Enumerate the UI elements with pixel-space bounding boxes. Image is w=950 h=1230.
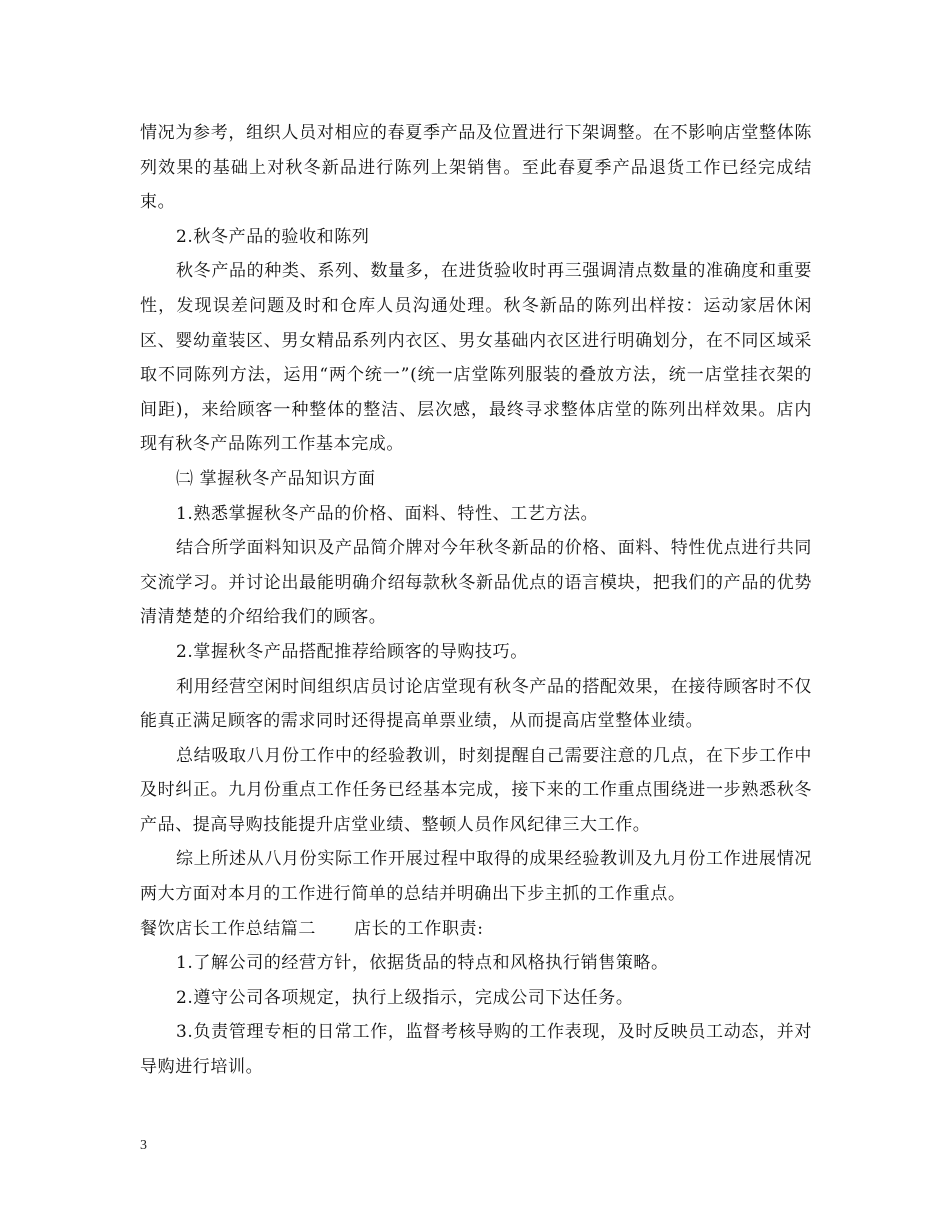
item-matching-skills: 2.掌握秋冬产品搭配推荐给顾客的导购技巧。 <box>176 641 528 662</box>
paragraph-learning: 结合所学面料知识及产品简介牌对今年秋冬新品的价格、面料、特性优点进行共同交流学习。并讨论出最能明确介绍每款秋冬新品优点的语言模块，把我们的产品的优势清清楚楚的介绍给我们的顾客。 <box>140 538 812 628</box>
page-number: 3 <box>140 1138 147 1153</box>
duty-item-1: 1.了解公司的经营方针，依据货品的特点和风格执行销售策略。 <box>176 953 669 974</box>
section-subheading: 店长的工作职责: <box>354 918 484 939</box>
document-body <box>140 116 812 1085</box>
paragraph-1: 情况为参考，组织人员对相应的春夏季产品及位置进行下架调整。在不影响店堂整体陈列效果的基础上对秋冬新品进行陈列上架销售。至此春夏季产品退货工作已经完成结束。 <box>140 123 812 213</box>
duty-item-3: 3.负责管理专柜的日常工作，监督考核导购的工作表现，及时反映员工动态，并对导购进行培训。 <box>140 1022 812 1078</box>
duty-item-2: 2.遵守公司各项规定，执行上级指示，完成公司下达任务。 <box>176 987 634 1008</box>
heading-product-knowledge: ㈡ 掌握秋冬产品知识方面 <box>176 468 376 489</box>
heading-autumn-winter-acceptance: 2.秋冬产品的验收和陈列 <box>176 226 370 247</box>
paragraph-conclusion: 综上所述从八月份实际工作开展过程中取得的成果经验教训及九月份工作进展情况两大方面对本月的工作进行简单的总结并明确出下步主抓的工作重点。 <box>140 849 812 905</box>
item-price-material: 1.熟悉掌握秋冬产品的价格、面料、特性、工艺方法。 <box>176 503 599 524</box>
paragraph-display: 秋冬产品的种类、系列、数量多，在进货验收时再三强调清点数量的准确度和重要性，发现误差问题及时和仓库人员沟通处理。秋冬新品的陈列出样按：运动家居休闲区、婴幼童装区、男女精品系列内衣区、男女基础内衣区进行明确划分，在不同区域采取不同陈列方法，运用“两个统一”(统一店堂陈列服装的叠放方法，统一店堂挂衣架的间距)，来给顾客一种整体的整洁、层次感，最终寻求整体店堂的陈列出样效果。店内现有秋冬产品陈列工作基本完成。 <box>140 261 812 455</box>
paragraph-matching: 利用经营空闲时间组织店员讨论店堂现有秋冬产品的搭配效果，在接待顾客时不仅能真正满足顾客的需求同时还得提高单票业绩，从而提高店堂整体业绩。 <box>140 676 812 732</box>
section-heading: 餐饮店长工作总结篇二 <box>140 918 316 939</box>
paragraph-summary: 总结吸取八月份工作中的经验教训，时刻提醒自己需要注意的几点，在下步工作中及时纠正。九月份重点工作任务已经基本完成，接下来的工作重点围绕进一步熟悉秋冬产品、提高导购技能提升店堂业绩、整顿人员作风纪律三大工作。 <box>140 745 812 835</box>
section-heading-line <box>140 912 812 947</box>
